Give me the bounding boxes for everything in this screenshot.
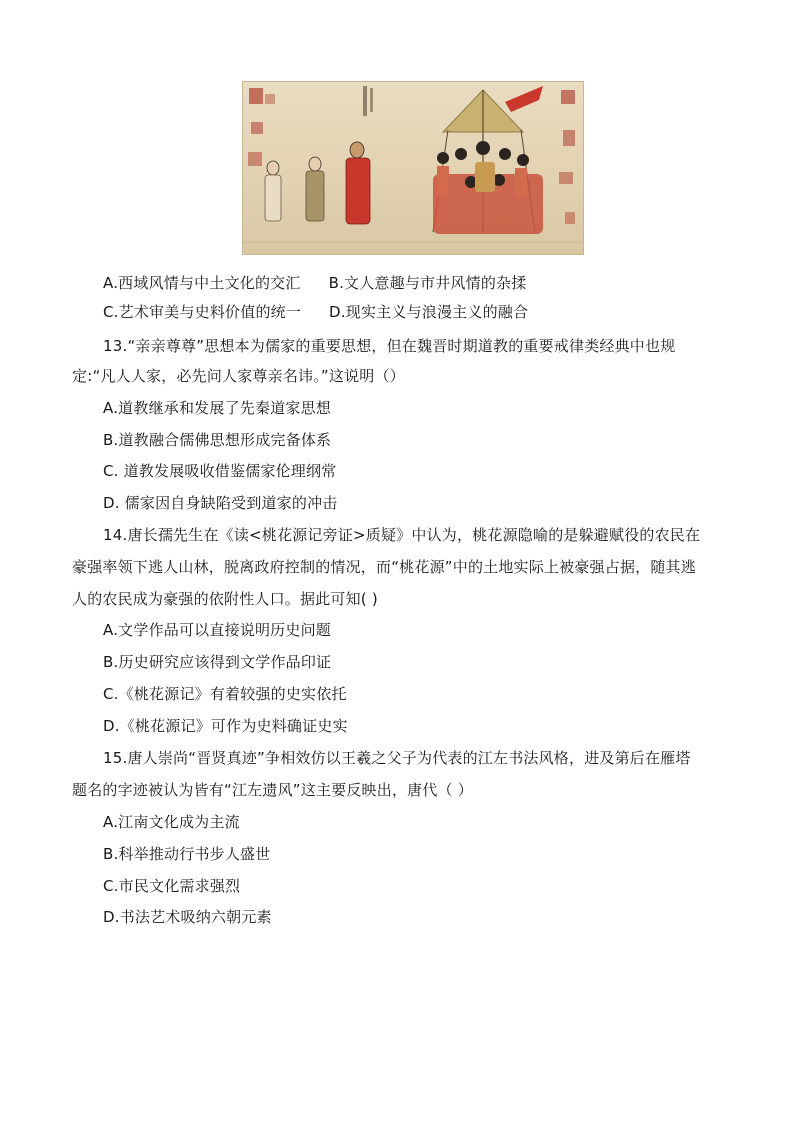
q12-options-row-2 bbox=[103, 302, 528, 322]
q14-option-a: A.文学作品可以直接说明历史问题 bbox=[103, 621, 331, 639]
q14-option-d: D.《桃花源记》可作为史料确证史实 bbox=[103, 717, 348, 735]
q12-option-c: C.艺术审美与史料价值的统一 bbox=[103, 303, 302, 321]
q13-option-b: B.道教融合儒佛思想形成完备体系 bbox=[103, 431, 332, 449]
q15-option-d: D.书法艺术吸纳六朝元素 bbox=[103, 908, 272, 926]
q14-stem-line-1: 14.唐长孺先生在《读<桃花源记旁证>质疑》中认为，桃花源隐喻的是躲避赋役的农民在 bbox=[103, 526, 701, 544]
q13-stem-line-2: 定:“凡人人家，必先问人家尊亲名讳。”这说明（） bbox=[72, 367, 405, 385]
court-painting-image bbox=[242, 81, 584, 255]
q12-option-b: B.文人意趣与市井风情的杂揉 bbox=[328, 274, 527, 292]
q12-option-a: A.西域风情与中土文化的交汇 bbox=[103, 274, 301, 292]
q13-option-c: C. 道教发展吸收借鉴儒家伦理纲常 bbox=[103, 462, 337, 480]
q14-option-c: C.《桃花源记》有着较强的史实依托 bbox=[103, 685, 347, 703]
q13-option-a: A.道教继承和发展了先秦道家思想 bbox=[103, 399, 331, 417]
q12-options-row-1 bbox=[103, 273, 526, 293]
q15-stem-line-1: 15.唐人崇尚“晋贤真迹”争相效仿以王羲之父子为代表的江左书法风格，进及第后在雁塔 bbox=[103, 749, 691, 767]
q12-option-d: D.现实主义与浪漫主义的融合 bbox=[329, 303, 529, 321]
q14-stem-line-3: 人的农民成为豪强的依附性人口。据此可知( ) bbox=[72, 590, 378, 608]
q14-option-b: B.历史研究应该得到文学作品印证 bbox=[103, 653, 332, 671]
q15-option-a: A.江南文化成为主流 bbox=[103, 813, 240, 831]
q15-option-b: B.科举推动行书步人盛世 bbox=[103, 845, 271, 863]
q15-option-c: C.市民文化需求强烈 bbox=[103, 877, 241, 895]
q15-stem-line-2: 题名的字迹被认为皆有“江左遗风”这主要反映出，唐代（ ） bbox=[72, 781, 473, 799]
q14-stem-line-2: 豪强率领下逃人山林，脱离政府控制的情况，而“桃花源”中的土地实际上被豪强占据，随其逃 bbox=[72, 558, 696, 576]
q13-option-d: D. 儒家因自身缺陷受到道家的冲击 bbox=[103, 494, 338, 512]
q13-stem-line-1: 13.“亲亲尊尊”思想本为儒家的重要思想，但在魏晋时期道教的重要戒律类经典中也规 bbox=[103, 337, 676, 355]
